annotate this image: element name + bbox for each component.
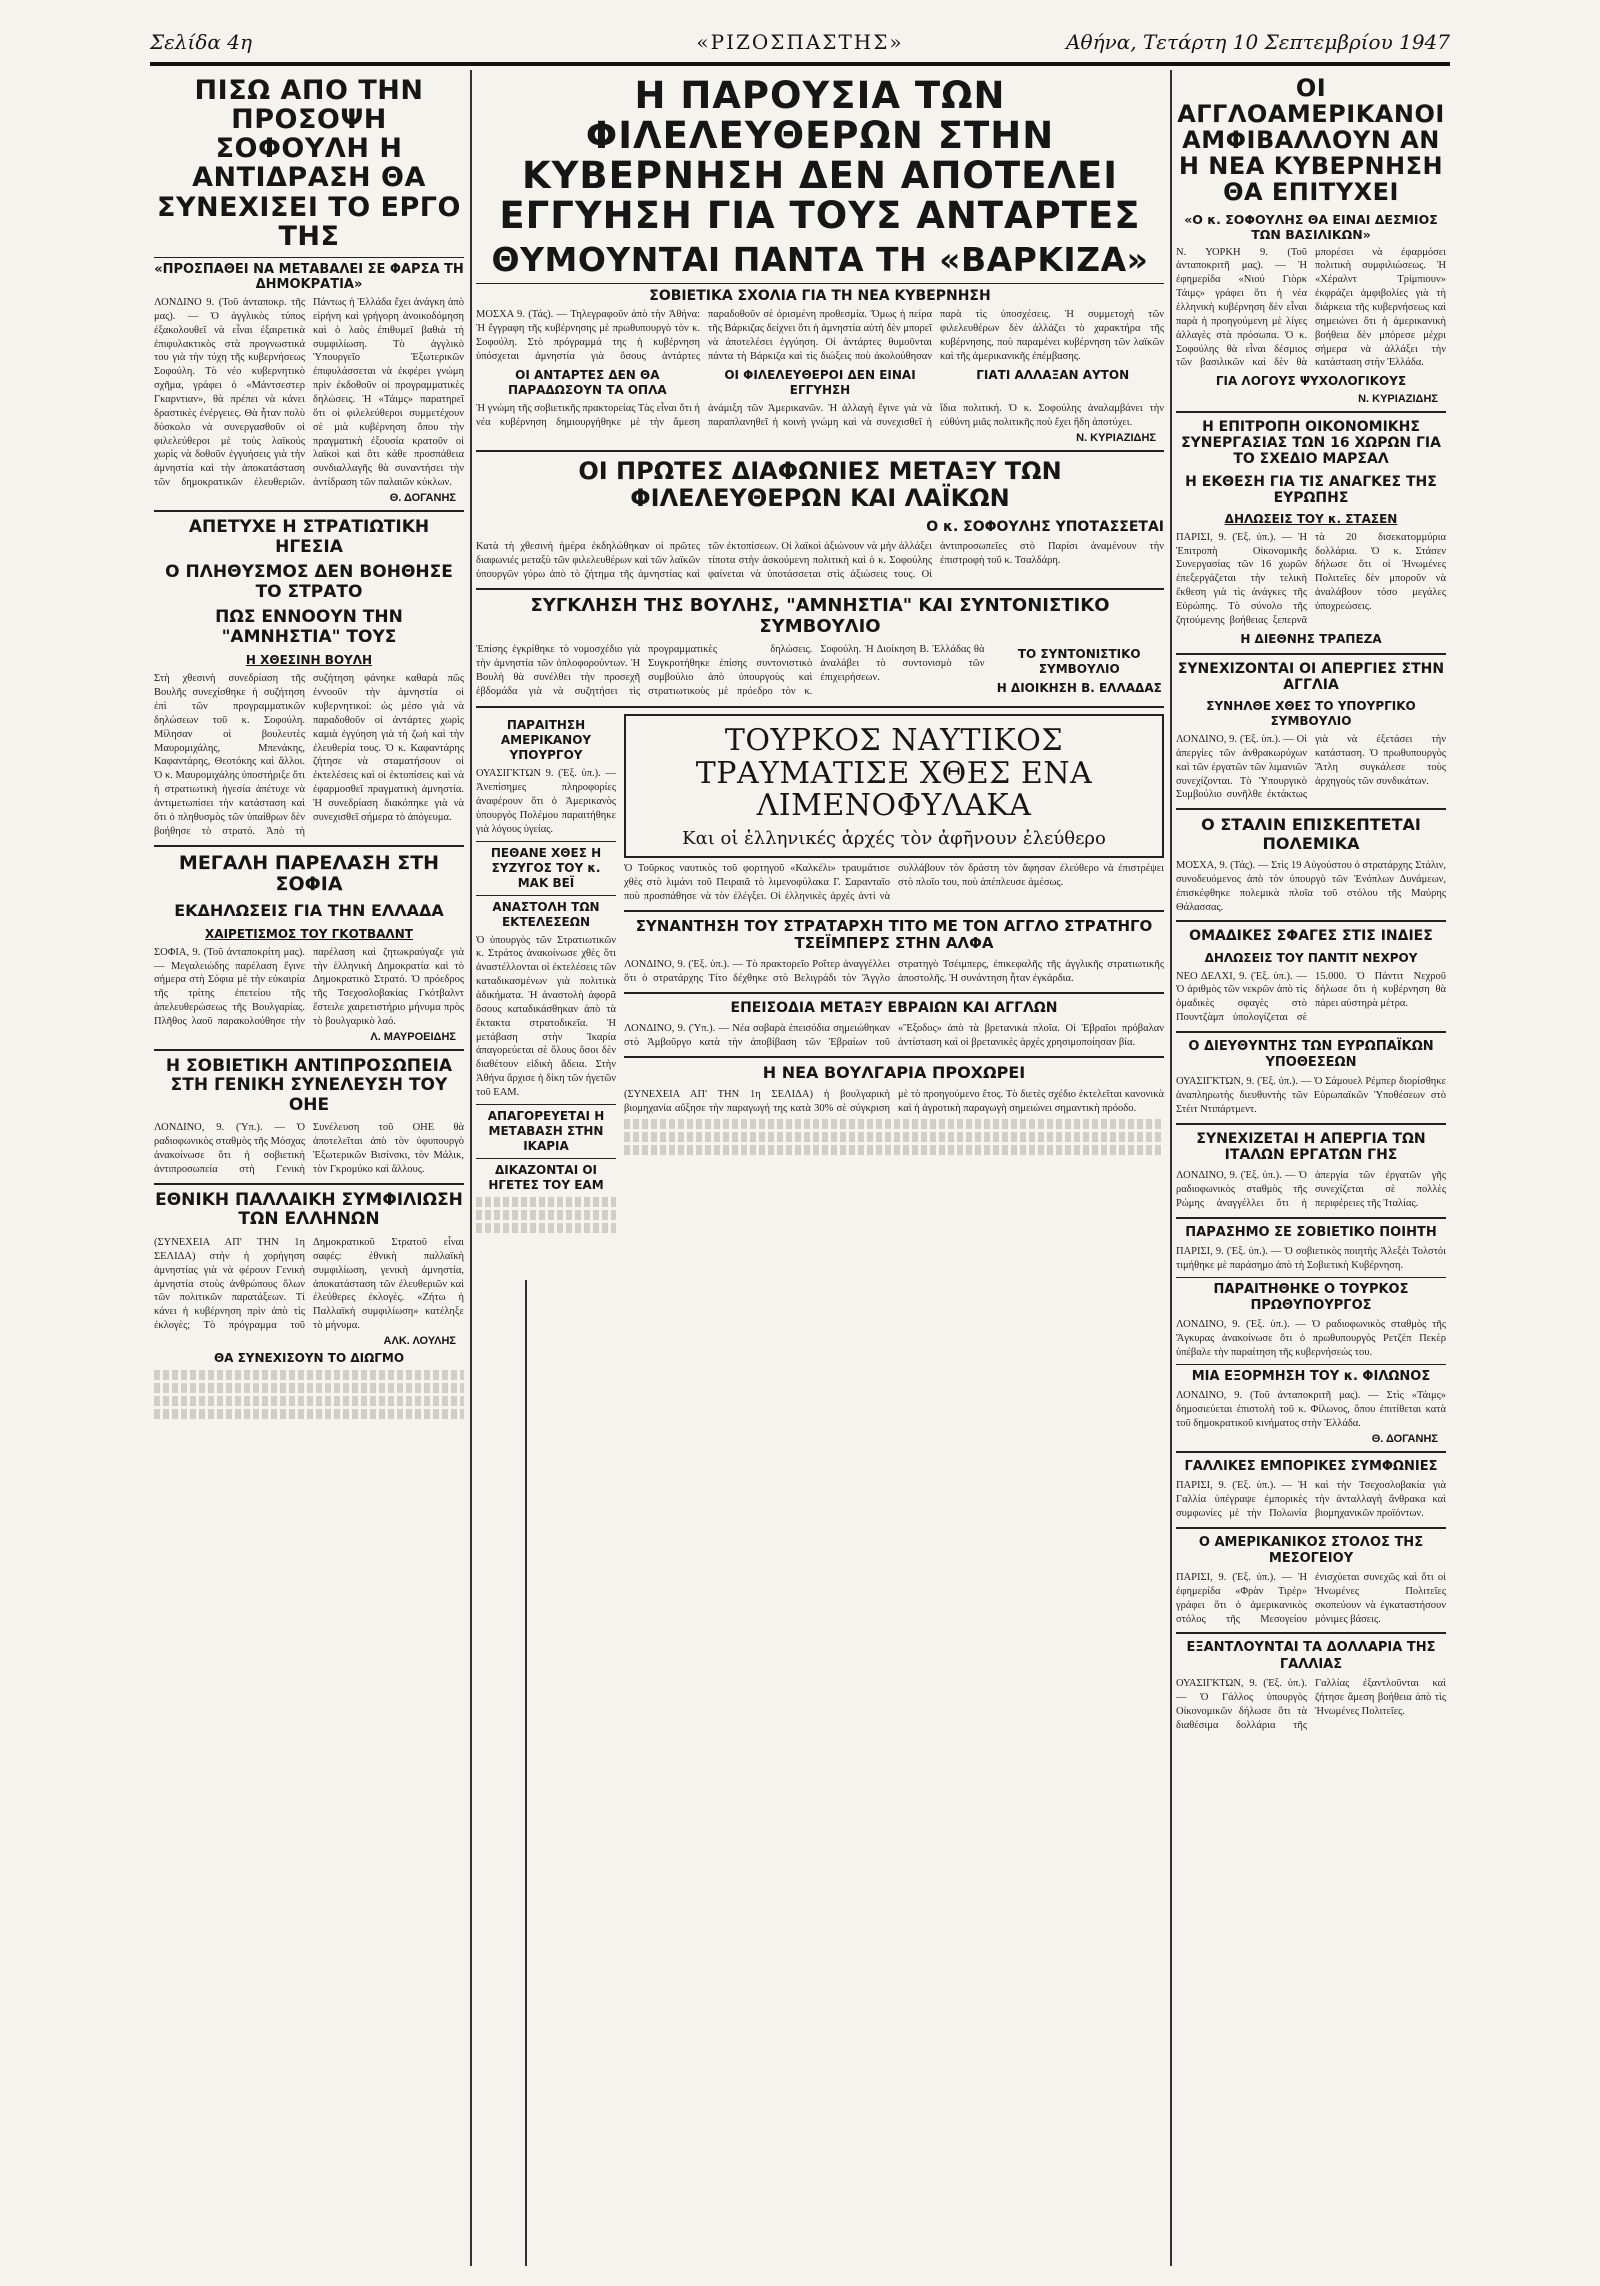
article-body: Στὴ χθεσινὴ συνεδρίαση τῆς Βουλῆς συνεχίσθηκε ἡ συζήτηση ἐπὶ τῶν προγραμματικῶν δηλώσεων τοῦ κ. Σοφούλη. Μίλησαν οἱ βουλευτὲς Μαυρομιχάλης, Μπενάκης, Καφαντάρης, Θεοτόκης καὶ ἄλλοι. Ὁ κ. Μαυρομιχάλης ὑποστήριξε ὅτι ἡ στρατιωτικὴ ἡγεσία ἀπέτυχε νὰ ἀντιμετωπίσει τὴν κατάσταση καὶ ὅτι ὁ πληθυσμὸς τῶν ὑπαίθρων δὲν βοήθησε τὸ στρατό. Ἀπὸ τὴ συζήτηση φάνηκε καθαρὰ πῶς ἐννοοῦν τὴν ἀμνηστία οἱ κυβερνητικοί: ὡς μέσο γιὰ νὰ παραδοθοῦν οἱ ἀντάρτες χωρὶς καμιὰ ἐγγύηση γιὰ τὴ ζωὴ καὶ τὴν ἐλευθερία τους. Ὁ κ. Καφαντάρης ζήτησε νὰ σταματήσουν οἱ ἐκτελέσεις καὶ οἱ ἐκτοπίσεις καὶ νὰ ἐφαρμοσθεῖ πραγματικὴ ἀμνηστία. Ἡ συνεδρίαση διακόπηκε γιὰ νὰ συνεχισθεῖ σήμερα τὸ ἀπόγευμα.	[154, 673, 464, 837]
headline: ΣΥΓΚΛΗΣΗ ΤΗΣ ΒΟΥΛΗΣ, "ΑΜΝΗΣΤΙΑ" ΚΑΙ ΣΥΝΤΟΝΙΣΤΙΚΟ ΣΥΜΒΟΥΛΙΟ	[530, 594, 1110, 637]
article-body: ΛΟΝΔΙΝΟ, 9. (Ὑπ.). — Ὁ ραδιοφωνικὸς σταθμὸς τῆς Μόσχας ἀνακοίνωσε ὅτι ἡ σοβιετικὴ ἀντιπροσωπεία στὴ Γενικὴ Συνέλευση τοῦ ΟΗΕ θὰ ἀποτελεῖται ἀπὸ τὸν ὑφυπουργὸ Ἐξωτερικῶν Βισίνσκι, τὸν Μάλικ, τὸν Γκρομύκο καὶ ἄλλους.	[154, 1122, 464, 1176]
headline: ΔΙΚΑΖΟΝΤΑΙ ΟΙ ΗΓΕΤΕΣ ΤΟΥ ΕΑΜ	[488, 1162, 604, 1192]
article-body: ΟΥΑΣΙΓΚΤΩΝ, 9. (Ἐξ. ὑπ.). — Ὁ Σάμουελ Ρέμπερ διορίσθηκε ἀναπληρωτὴς διευθυντὴς τῶν Εὐρωπαϊκῶν Ὑποθέσεων στὸ Στέιτ Ντιπάρτμεντ.	[1176, 1076, 1446, 1116]
article-body: (ΣΥΝΕΧΕΙΑ ΑΠ' ΤΗΝ 1η ΣΕΛΙΔΑ) στὴν ἡ χορήγηση ἀμνηστίας γιὰ νὰ φέρουν Γενικὴ ἀμνηστία στοὺς ἀνθρώπους ὅλων τῶν πολιτικῶν παρατάξεων. Τί κάνει ἡ κυβέρνηση πρὶν ἀπὸ τὶς ἐκλογὲς; Τὸ πρόγραμμα τοῦ Δημοκρατικοῦ Στρατοῦ εἶναι σαφές: ἐθνικὴ παλλαϊκὴ συμφιλίωση, γενικὴ ἀμνηστία, ἀποκατάσταση τῶν ἐλευθεριῶν καὶ ἐλεύθερες ἐκλογὲς. «Ζήτω ἡ Παλλαϊκὴ συμφιλίωση» κατέληξε τὸ μήνυμα.	[154, 1236, 464, 1332]
byline: ΑΛΚ. ΛΟΥΛΗΣ	[383, 1334, 456, 1347]
text-filler	[154, 1396, 464, 1406]
article-body: Ν. ΥΟΡΚΗ 9. (Τοῦ ἀνταποκριτῆ μας). — Ἡ ἐφημερίδα «Νιού Γιὸρκ Τάιμς» γράφει ὅτι ἡ νέα ἑλληνικὴ κυβέρνηση δὲν εἶναι παρὰ ἡ προηγούμενη μὲ λίγες ἀλλαγὲς στὰ πρόσωπα. Ὁ κ. Σοφούλης θὰ εἶναι δέσμιος τῶν βασιλικῶν καὶ δὲν θὰ μπορέσει νὰ ἐφαρμόσει πολιτικὴ συμφιλιώσεως. Ἡ «Χέραλντ Τρίμπιουν» ἐκφράζει ἀμφιβολίες γιὰ τὴ διάρκεια τῆς κυβερνήσεως καὶ σημειώνει ὅτι ἡ ἀμερικανικὴ βοήθεια δὲν μπόρεσε μέχρι σήμερα νὰ ἀλλάξει τὴν κατάσταση στὴν Ἑλλάδα.	[1176, 246, 1446, 369]
article-body: Ἐπίσης ἐγκρίθηκε τὸ νομοσχέδιο γιὰ τὴν ἀμνηστία τῶν ὁπλοφορούντων. Ἡ Βουλὴ θὰ συνέλθει τὴν προσεχῆ ἑβδομάδα γιὰ νὰ συζητήσει τὶς προγραμματικὲς δηλώσεις. Συγκροτήθηκε ἐπίσης συντονιστικὸ συμβούλιο ἀπὸ ὑπουργοὺς καὶ στρατιωτικοὺς μὲ πρόεδρο τὸν κ. Σοφούλη. Ἡ Διοίκηση Β. Ἑλλάδας θὰ ἀναλάβει τὸ συντονισμὸ τῶν ἐπιχειρήσεων.	[476, 644, 985, 697]
article-body: Κατὰ τὴ χθεσινὴ ἡμέρα ἐκδηλώθηκαν οἱ πρῶτες διαφωνιές μεταξὺ τῶν φιλελευθέρων καὶ τῶν λαϊκῶν ὑπουργῶν γύρω ἀπὸ τὸ ζήτημα τῆς ἀμνηστίας καὶ τῶν ἐκτοπίσεων. Οἱ λαϊκοὶ ἀξιώνουν νὰ μὴν ἀλλάξει τίποτα στὴν ἀσκούμενη πολιτικὴ καὶ ὁ κ. Σοφούλης φαίνεται νὰ ὑποτάσσεται στὶς ἀξιώσεις τους. Οἱ ἀντιπροσωπεῖες στὸ Παρίσι ἀναμένουν τὴν ἐπιστροφὴ τοῦ κ. Τσαλδάρη.	[476, 541, 1164, 580]
divider	[1176, 411, 1446, 413]
headline: ΣΥΝΕΧΙΖΟΝΤΑΙ ΟΙ ΑΠΕΡΓΙΕΣ ΣΤΗΝ ΑΓΓΛΙΑ	[1177, 660, 1445, 693]
headline: Ο ΠΛΗΘΥΣΜΟΣ ΔΕΝ ΒΟΗΘΗΣΕ ΤΟ ΣΤΡΑΤΟ	[165, 562, 453, 602]
divider	[1176, 653, 1446, 655]
subheadline: ΧΑΙΡΕΤΙΣΜΟΣ ΤΟΥ ΓΚΟΤΒΑΛΝΤ	[205, 926, 413, 941]
text-filler	[154, 1409, 464, 1419]
text-filler	[154, 1370, 464, 1380]
divider	[1176, 1364, 1446, 1365]
page-number: Σελίδα 4η	[150, 30, 253, 54]
article-body: ΠΑΡΙΣΙ, 9. (Ἐξ. ὑπ.). — Ἡ Ἐπιτροπὴ Οἰκονομικῆς Συνεργασίας τῶν 16 χωρῶν ἐπεξεργάζεται τὴν τελικὴ ἔκθεση γιὰ τὶς ἀνάγκες τῆς Εὐρώπης. Τὸ σύνολο τῆς ζητούμενης βοήθειας ξεπερνᾶ τὰ 20 δισεκατομμύρια δολλάρια. Ὁ κ. Στάσεν δήλωσε ὅτι οἱ Ἡνωμένες Πολιτεῖες δὲν μποροῦν νὰ ἀναλάβουν τόσο μεγάλες ὑποχρεώσεις.	[1176, 531, 1446, 626]
headline: ΠΑΡΑΙΤΗΘΗΚΕ Ο ΤΟΥΡΚΟΣ ΠΡΩΘΥΠΟΥΡΓΟΣ	[1213, 1281, 1409, 1314]
subheadline: «Ο κ. ΣΟΦΟΥΛΗΣ ΘΑ ΕΙΝΑΙ ΔΕΣΜΙΟΣ ΤΩΝ ΒΑΣΙΛΙΚΩΝ»	[1184, 211, 1438, 242]
byline: Θ. ΔΟΓΑΝΗΣ	[1371, 1432, 1438, 1445]
byline: Λ. ΜΑΥΡΟΕΙΔΗΣ	[370, 1030, 456, 1043]
subheadline: ΔΗΛΩΣΕΙΣ ΤΟΥ κ. ΣΤΑΣΕΝ	[1224, 511, 1398, 526]
subheadline: ΓΙΑ ΛΟΓΟΥΣ ΨΥΧΟΛΟΓΙΚΟΥΣ	[1215, 374, 1407, 389]
headline: ΑΝΑΣΤΟΛΗ ΤΩΝ ΕΚΤΕΛΕΣΕΩΝ	[492, 899, 600, 929]
divider	[1176, 1632, 1446, 1634]
divider	[476, 706, 1164, 708]
article-body: ΛΟΝΔΙΝΟ, 9. (Ἐξ. ὑπ.). — Ὁ ραδιοφωνικὸς σταθμὸς τῆς Ἄγκυρας ἀνακοίνωσε ὅτι ὁ πρωθυπουργὸς Ρετζὲπ Πεκὲρ ὑπέβαλε τὴν παραίτηση τῆς κυβερνήσεώς του.	[1176, 1319, 1446, 1359]
article-body: ΟΥΑΣΙΓΚΤΩΝ, 9. (Ἐξ. ὑπ.). — Ὁ Γάλλος ὑπουργὸς Οἰκονομικῶν δήλωσε ὅτι τὰ διαθέσιμα δολλάρια τῆς Γαλλίας ἐξαντλοῦνται καὶ ζήτησε ἄμεση βοήθεια ἀπὸ τὶς Ἡνωμένες Πολιτεῖες.	[1176, 1677, 1446, 1731]
headline: Η ΝΕΑ ΒΟΥΛΓΑΡΙΑ ΠΡΟΧΩΡΕΙ	[762, 1063, 1026, 1083]
article-body: ΜΟΣΧΑ 9. (Τάς). — Τηλεγραφοῦν ἀπὸ τὴν Ἀθήνα: Ἡ ἔγγραφη τῆς κυβέρνησης μὲ πρωθυπουργὸ τὸν κ. Σοφούλη. Στὸ πρόγραμμά της ἡ κυβέρνηση ὑπόσχεται ἀμνηστία γιὰ ὅσους ἀντάρτες παραδοθοῦν σὲ ὁρισμένη προθεσμία. Ὅμως ἡ πείρα τῆς Βάρκιζας δείχνει ὅτι ἡ ἀμνηστία αὐτὴ δὲν μπορεῖ νὰ ἀποτελέσει ἐγγύηση. Οἱ ἀντάρτες θυμοῦνται πάντα τὴ Βάρκιζα καὶ τὶς διώξεις ποὺ ἀκολούθησαν παρὰ τὶς ὑποσχέσεις. Ἡ συμμετοχὴ τῶν φιλελευθέρων δὲν ἀλλάζει τὸ χαρακτήρα τῆς κυβέρνησης, ποὺ παραμένει κυβέρνηση τῶν λαϊκῶν καὶ τῆς ἀμερικανικῆς ἐπέμβασης.	[476, 309, 1164, 363]
divider	[1176, 920, 1446, 922]
text-filler	[624, 1132, 1164, 1142]
headline: ΠΑΡΑΙΤΗΣΗ ΑΜΕΡΙΚΑΝΟΥ ΥΠΟΥΡΓΟΥ	[500, 718, 592, 763]
headline: ΣΥΝΑΝΤΗΣΗ ΤΟΥ ΣΤΡΑΤΑΡΧΗ ΤΙΤΟ ΜΕ ΤΟΝ ΑΓΓΛΟ ΣΤΡΑΤΗΓΟ ΤΣΕΪΜΠΕΡΣ ΣΤΗΝ ΑΛΦΑ	[635, 916, 1153, 953]
headline: ΑΠΑΓΟΡΕΥΕΤΑΙ Η ΜΕΤΑΒΑΣΗ ΣΤΗΝ ΙΚΑΡΙΑ	[487, 1108, 605, 1153]
main-headline: ΠΙΣΩ ΑΠΟ ΤΗΝ ΠΡΟΣΟΨΗ ΣΟΦΟΥΛΗ Η ΑΝΤΙΔΡΑΣΗ ΘΑ ΣΥΝΕΧΙΣΕΙ ΤΟ ΕΡΓΟ ΤΗΣ	[157, 75, 461, 252]
headline: ΠΑΡΑΣΗΜΟ ΣΕ ΣΟΒΙΕΤΙΚΟ ΠΟΙΗΤΗ	[1185, 1224, 1437, 1240]
subheadline: ΣΥΝΗΛΘΕ ΧΘΕΣ ΤΟ ΥΠΟΥΡΓΙΚΟ ΣΥΜΒΟΥΛΙΟ	[1206, 698, 1416, 728]
article-body: ΛΟΝΔΙΝΟ, 9. (Ἐξ. ὑπ.). — Ὁ ραδιοφωνικὸς σταθμὸς τῆς Ρώμης ἀναγγέλλει ὅτι ἡ ἀπεργία τῶν ἐργατῶν γῆς συνεχίζεται σὲ πολλὲς περιφέρειες τῆς Ἰταλίας.	[1176, 1170, 1446, 1209]
divider	[476, 283, 1164, 284]
byline: Θ. ΔΟΓΑΝΗΣ	[389, 491, 456, 504]
issue-date: Αθήνα, Τετάρτη 10 Σεπτεμβρίου 1947	[1066, 30, 1450, 54]
masthead	[150, 26, 1450, 60]
byline: Ν. ΚΥΡΙΑΖΙΔΗΣ	[1076, 431, 1156, 444]
headline: Ο ΑΜΕΡΙΚΑΝΙΚΟΣ ΣΤΟΛΟΣ ΤΗΣ ΜΕΣΟΓΕΙΟΥ	[1198, 1534, 1424, 1566]
subheadline: ΟΙ ΦΙΛΕΛΕΥΘΕΡΟΙ ΔΕΝ ΕΙΝΑΙ ΕΓΓΥΗΣΗ	[724, 367, 916, 397]
subheadline: Και οἱ ἑλληνικές ἀρχές τὸν ἀφῆνουν ἐλεύθερο	[682, 828, 1106, 850]
article-body: ΜΟΣΧΑ, 9. (Τάς). — Στὶς 19 Αὐγούστου ὁ στρατάρχης Στάλιν, συνοδευόμενος ἀπὸ τὸν ὑπουργὸ τῶν Ἐνόπλων Δυνάμεων, ἐπισκέφθηκε πολεμικὰ πλοῖα τοῦ στόλου τῆς Μαύρης Θάλασσας.	[1176, 860, 1446, 913]
subheadline: «ΠΡΟΣΠΑΘΕΙ ΝΑ ΜΕΤΑΒΑΛΕΙ ΣΕ ΦΑΡΣΑ ΤΗ ΔΗΜΟΚΡΑΤΙΑ»	[154, 261, 464, 292]
headline: ΣΥΝΕΧΙΖΕΤΑΙ Η ΑΠΕΡΓΙΑ ΤΩΝ ΙΤΑΛΩΝ ΕΡΓΑΤΩΝ ΓΗΣ	[1196, 1131, 1426, 1164]
divider	[476, 450, 1164, 452]
text-filler	[624, 1119, 1164, 1129]
headline: Η ΕΚΘΕΣΗ ΓΙΑ ΤΙΣ ΑΝΑΓΚΕΣ ΤΗΣ ΕΥΡΩΠΗΣ	[1185, 473, 1437, 506]
right-column	[1172, 70, 1450, 2260]
article-body: ΛΟΝΔΙΝΟ 9. (Τοῦ ἀνταποκρ. τῆς μας). — Ὁ ἀγγλικὸς τύπος ἐξακολουθεῖ νὰ εἶναι ἐξαιρετικὰ ἐπιφυλακτικὸς στὰ προγνωστικά του γιὰ τὴν τύχη τῆς κυβερνήσεως Σοφούλη. Τὸ νέο κυβερνητικὸ σχῆμα, γράφει ὁ «Μάντσεστερ Γκαρντιαν», θὰ πρέπει νὰ κάνει δραστικὲς ἐνέργειες. Θὰ ἦταν πολὺ δύσκολο νὰ συνεργασθοῦν οἱ φιλελεύθεροι μὲ τοὺς λαϊκούς χωρὶς νὰ δοθοῦν ἐγγυήσεις γιὰ τὴν ἀμνηστία καὶ τὴν ἀποκατάσταση τῶν δημοκρατικῶν ἐλευθεριῶν. Πάντως ἡ Ἑλλάδα ἔχει ἀνάγκη ἀπὸ εἰρήνη καὶ γρήγορη ἀνοικοδόμηση καὶ ὁ λαὸς ἐπιθυμεῖ βαθιὰ τὴ συμφιλίωση. Τὸ ἀγγλικὸ Ὑπουργεῖο Ἐξωτερικῶν ἐπιφυλάσσεται νὰ ἐκφέρει γνώμη πρὶν ἐκδοθοῦν οἱ προγραμματικὲς δηλώσεις. Ἡ «Τάιμς» παρατηρεῖ ὅτι οἱ φιλελεύθεροι συμμετέχουν σὲ μιὰ κυβέρνηση ὅπου τὴν πραγματικὴ ἐξουσία κρατοῦν οἱ λαϊκοὶ καὶ ὅτι κάθε προσπάθεια συνδιαλλαγῆς θὰ συναντήσει τὴν ἀντίδραση τῶν παλαιῶν κύκλων.	[154, 296, 464, 489]
main-headline: Η ΠΑΡΟΥΣΙΑ ΤΩΝ ΦΙΛΕΛΕΥΘΕΡΩΝ ΣΤΗΝ ΚΥΒΕΡΝΗΣΗ ΔΕΝ ΑΠΟΤΕΛΕΙ ΕΓΓΥΗΣΗ ΓΙΑ ΤΟΥΣ ΑΝΤΑΡΤΕΣ	[499, 74, 1141, 237]
text-filler	[154, 1383, 464, 1393]
text-filler	[476, 1223, 616, 1233]
divider	[1176, 1451, 1446, 1453]
subheadline: ΣΟΒΙΕΤΙΚΑ ΣΧΟΛΙΑ ΓΙΑ ΤΗ ΝΕΑ ΚΥΒΕΡΝΗΣΗ	[649, 288, 991, 305]
text-filler	[624, 1145, 1164, 1155]
article-body: ΝΕΟ ΔΕΛΧΙ, 9. (Ἐξ. ὑπ.). — Ὁ ἀριθμὸς τῶν νεκρῶν ἀπὸ τὶς ὁμαδικὲς σφαγὲς στὸ Πουντζὰμπ ὑπολογίζεται σὲ 15.000. Ὁ Πάντιτ Νεχροῦ δήλωσε ὅτι ἡ κυβέρνηση θὰ πάρει αὐστηρὰ μέτρα.	[1176, 970, 1446, 1024]
divider	[476, 1158, 616, 1159]
article-body: ΣΟΦΙΑ, 9. (Τοῦ ἀνταποκρίτη μας). — Μεγαλειώδης παρέλαση ἔγινε σήμερα στὴ Σόφια μὲ τὴν εὐκαιρία τῆς τρίτης ἐπετείου τῆς ἀπελευθερώσεως τῆς Βουλγαρίας. Πλῆθος λαοῦ παρακολούθησε τὴν παρέλαση καὶ ζητωκραύγαζε γιὰ τὴν ἑλληνικὴ Δημοκρατία καὶ τὸ Δημοκρατικὸ Στρατό. Ὁ πρόεδρος τῆς Τσεχοσλοβακίας Γκότβαλντ ἔστειλε χαιρετιστήριο μήνυμα πρὸς τὸ βουλγαρικὸ λαό.	[154, 946, 464, 1027]
headline: ΜΕΓΑΛΗ ΠΑΡΕΛΑΣΗ ΣΤΗ ΣΟΦΙΑ	[178, 851, 440, 896]
byline: Ν. ΚΥΡΙΑΖΙΔΗΣ	[1358, 393, 1438, 406]
subheadline: ΓΙΑΤΙ ΑΛΛΑΞΑΝ ΑΥΤΟΝ	[976, 367, 1130, 382]
text-filler	[476, 1197, 616, 1207]
left-column	[150, 70, 468, 2260]
featured-story-box	[624, 714, 1164, 858]
subheadline: Η ΧΘΕΣΙΝΗ ΒΟΥΛΗ	[245, 653, 373, 668]
headline: ΜΙΑ ΕΞΟΡΜΗΣΗ ΤΟΥ κ. ΦΙΛΩΝΟΣ	[1191, 1368, 1431, 1384]
headline: ΑΠΕΤΥΧΕ Η ΣΤΡΑΤΙΩΤΙΚΗ ΗΓΕΣΙΑ	[188, 516, 430, 557]
article-body: ΛΟΝΔΙΝΟ, 9. (Τοῦ ἀνταποκριτῆ μας). — Στὶς «Τάιμς» δημοσιεύεται ἐπιστολὴ τοῦ κ. Φίλωνος, ὅπου ἐπιτίθεται κατὰ τοῦ δημοκρατικοῦ κινήματος στὴν Ἑλλάδα.	[1176, 1390, 1446, 1429]
headline: ΠΕΘΑΝΕ ΧΘΕΣ Η ΣΥΖΥΓΟΣ ΤΟΥ κ. ΜΑΚ ΒΕΪ	[490, 845, 602, 890]
article-body: ΛΟΝΔΙΝΟ, 9. (Ἐξ. ὑπ.). — Οἱ ἀπεργίες τῶν ἀνθρακωρύχων καὶ τῶν ἐργατῶν τῶν λιμανιῶν συνεχίζονται. Τὸ Ὑπουργικὸ Συμβούλιο συνῆλθε ἐκτάκτως γιὰ νὰ ἐξετάσει τὴν κατάσταση. Ὁ πρωθυπουργὸς Ἄτλη συγκάλεσε τοὺς ἀρχηγοὺς τῶν συνδικάτων.	[1176, 733, 1446, 801]
headline: ΟΙ ΠΡΩΤΕΣ ΔΙΑΦΩΝΙΕΣ ΜΕΤΑΞΥ ΤΩΝ ΦΙΛΕΛΕΥΘΕΡΩΝ ΚΑΙ ΛΑΪΚΩΝ	[578, 456, 1062, 513]
article-body: ΛΟΝΔΙΝΟ, 9. (Ὑπ.). — Νέα σοβαρὰ ἐπεισόδια σημειώθηκαν στὸ Ἀμβοῦργο κατὰ τὴν ἀποβίβαση τῶν Ἑβραίων τοῦ «Ἔξοδος» ἀπὸ τὰ βρετανικὰ πλοῖα. Οἱ Ἑβραῖοι πρόβαλαν ἀντίσταση καὶ οἱ βρετανικὲς ἀρχές χρησιμοποίησαν βία.	[624, 1023, 1164, 1049]
divider	[1176, 1217, 1446, 1219]
divider	[1176, 1031, 1446, 1033]
masthead-rule	[150, 62, 1450, 66]
article-body: Ὁ ὑπουργὸς τῶν Στρατιωτικῶν κ. Στράτος ἀνακοίνωσε χθὲς ὅτι ἀναστέλλονται οἱ ἐκτελέσεις τῶν καταδικασμένων γιὰ πολιτικὰ ἀδικήματα. Ἡ ἀναστολὴ ἀφορᾶ ὅσους καταδικάσθηκαν ἀπὸ τὰ ἔκτακτα στρατοδικεῖα. Ἡ μετάβαση στὴν Ἰκαρία ἀπαγορεύεται σὲ ὅλους ὅσοι δὲν διαθέτουν εἰδικὴ ἄδεια. Στὴν Ἀθήνα ἄρχισε ἡ δίκη τῶν ἡγετῶν τοῦ ΕΑΜ.	[476, 934, 616, 1098]
headline: Η ΣΟΒΙΕΤΙΚΗ ΑΝΤΙΠΡΟΣΩΠΕΙΑ ΣΤΗ ΓΕΝΙΚΗ ΣΥΝΕΛΕΥΣΗ ΤΟΥ ΟΗΕ	[165, 1055, 453, 1115]
article-body: ΠΑΡΙΣΙ, 9. (Ἐξ. ὑπ.). — Ὁ σοβιετικὸς ποιητὴς Ἀλεξέι Τολστόι τιμήθηκε μὲ παράσημο ἀπὸ τὴ Σοβιετικὴ Κυβέρνηση.	[1176, 1246, 1446, 1271]
headline: ΟΜΑΔΙΚΕΣ ΣΦΑΓΕΣ ΣΤΙΣ ΙΝΔΙΕΣ	[1189, 928, 1433, 945]
headline: Ο ΔΙΕΥΘΥΝΤΗΣ ΤΩΝ ΕΥΡΩΠΑΪΚΩΝ ΥΠΟΘΕΣΕΩΝ	[1188, 1038, 1434, 1071]
headline: ΕΚΔΗΛΩΣΕΙΣ ΓΙΑ ΤΗΝ ΕΛΛΑΔΑ	[174, 901, 444, 921]
subheadline: ΤΟ ΣΥΝΤΟΝΙΣΤΙΚΟ ΣΥΜΒΟΥΛΙΟ	[1017, 647, 1141, 677]
divider	[476, 841, 616, 842]
divider	[1176, 1277, 1446, 1278]
divider	[624, 992, 1164, 994]
article-body: ΟΥΑΣΙΓΚΤΩΝ 9. (Ἐξ. ὑπ.). — Ἀνεπίσημες πληροφορίες ἀναφέρουν ὅτι ὁ Ἀμερικανὸς ὑπουργὸς Πολέμου παραιτήθηκε γιὰ λόγους ὑγείας.	[476, 768, 616, 835]
article-body: Ὁ Τοῦρκος ναυτικὸς τοῦ φορτηγοῦ «Καλκέλι» τραυμάτισε χθὲς στὸ λιμάνι τοῦ Πειραιᾶ τὸ λιμενοφύλακα Γ. Σαρανταῖο ποὺ προσπάθησε νὰ τὸν ἐλέγξει. Οἱ ἑλληνικὲς ἀρχές ἀντὶ νὰ συλλάβουν τὸν δράστη τὸν ἄφησαν ἐλεύθερο νὰ ἐπιστρέψει στὸ πλοῖο του, ποὺ ἀπέπλευσε ἀμέσως.	[624, 863, 1164, 903]
article-body: ΠΑΡΙΣΙ, 9. (Ἐξ. ὑπ.). — Ἡ ἐφημερίδα «Φρὰν Τιρὲρ» γράφει ὅτι ὁ ἀμερικανικὸς στόλος τῆς Μεσογείου ἐνισχύεται συνεχῶς καὶ ὅτι οἱ Ἡνωμένες Πολιτεῖες σκοπεύουν νὰ ἐγκαταστήσουν μόνιμες βάσεις.	[1176, 1572, 1446, 1625]
divider	[154, 510, 464, 512]
article-body: ΠΑΡΙΣΙ, 9. (Ἐξ. ὑπ.). — Ἡ Γαλλία ὑπέγραψε ἐμπορικὲς συμφωνίες μὲ τὴν Πολωνία καὶ τὴν Τσεχοσλοβακία γιὰ τὴν ἀνταλλαγὴ ἄνθρακα καὶ βιομηχανικῶν προϊόντων.	[1176, 1479, 1446, 1519]
main-headline: ΟΙ ΑΓΓΛΟΑΜΕΡΙΚΑΝΟΙ ΑΜΦΙΒΑΛΛΟΥΝ ΑΝ Η ΝΕΑ ΚΥΒΕΡΝΗΣΗ ΘΑ ΕΠΙΤΥΧΕΙ	[1177, 74, 1445, 206]
divider	[154, 1183, 464, 1185]
main-subheadline: ΘΥΜΟΥΝΤΑΙ ΠΑΝΤΑ ΤΗ «ΒΑΡΚΙΖΑ»	[491, 239, 1149, 279]
headline: Η ΕΠΙΤΡΟΠΗ ΟΙΚΟΝΟΜΙΚΗΣ ΣΥΝΕΡΓΑΣΙΑΣ ΤΩΝ 16 ΧΩΡΩΝ ΓΙΑ ΤΟ ΣΧΕΔΙΟ ΜΑΡΣΑΛ	[1181, 419, 1441, 468]
divider	[1176, 808, 1446, 810]
divider	[476, 895, 616, 896]
headline: ΕΠΕΙΣΟΔΙΑ ΜΕΤΑΞΥ ΕΒΡΑΙΩΝ ΚΑΙ ΑΓΓΛΩΝ	[730, 1000, 1058, 1017]
paper-name: «ΡΙΖΟΣΠΑΣΤΗΣ»	[696, 30, 904, 54]
divider	[476, 588, 1164, 590]
center-column	[472, 70, 1168, 2260]
subheadline: ΘΑ ΣΥΝΕΧΙΣΟΥΝ ΤΟ ΔΙΩΓΜΟ	[213, 1350, 405, 1365]
article-body: (ΣΥΝΕΧΕΙΑ ΑΠ' ΤΗΝ 1η ΣΕΛΙΔΑ) ἡ βουλγαρικὴ βιομηχανία αὔξησε τὴν παραγωγή της κατὰ 30% σὲ σύγκριση μὲ τὸ προηγούμενο ἔτος. Τὸ διετὲς σχέδιο ἐκτελεῖται κανονικὰ καὶ ἡ ἀγροτικὴ παραγωγὴ σημειώνει σημαντικὴ πρόοδο.	[624, 1089, 1164, 1115]
divider	[154, 1049, 464, 1051]
divider	[476, 1104, 616, 1105]
headline: ΠΩΣ ΕΝΝΟΟΥΝ ΤΗΝ "ΑΜΝΗΣΤΙΑ" ΤΟΥΣ	[215, 607, 403, 647]
subheadline: Η ΔΙΕΘΝΗΣ ΤΡΑΠΕΖΑ	[1240, 631, 1382, 646]
text-filler	[476, 1210, 616, 1220]
headline: ΕΘΝΙΚΗ ΠΑΛΛΑΙΚΗ ΣΥΜΦΙΛΙΩΣΗ ΤΩΝ ΕΛΛΗΝΩΝ	[155, 1189, 463, 1230]
divider	[624, 910, 1164, 912]
divider	[154, 845, 464, 847]
article-body: ΛΟΝΔΙΝΟ, 9. (Ἐξ. ὑπ.). — Τὸ πρακτορεῖο Ροΐτερ ἀναγγέλλει ὅτι ὁ στρατάρχης Τίτο δέχθηκε στὸ Βελιγράδι τὸν Ἄγγλο στρατηγὸ Τσέιμπερς, ἐπικεφαλῆς τῆς ἀγγλικῆς στρατιωτικῆς ἀποστολῆς. Ἡ συνάντηση ἦταν ἐγκάρδια.	[624, 959, 1164, 985]
article-body: Ἡ γνώμη τῆς σοβιετικῆς πρακτορείας Τὰς εἶναι ὅτι ἡ νέα κυβέρνηση δημιουργήθηκε μὲ τὴν ἄμεση ἀνάμιξη τῶν Ἀμερικανῶν. Ἡ ἀλλαγὴ ἔγινε γιὰ νὰ παραπλανηθεῖ ἡ κοινὴ γνώμη καὶ νὰ συνεχισθεῖ ἡ ἴδια πολιτική. Ὁ κ. Σοφούλης ἀναλαμβάνει τὴν εὐθύνη μιᾶς πολιτικῆς ποὺ ἔχει ἤδη ἀποτύχει.	[476, 402, 1164, 428]
headline: ΕΞΑΝΤΛΟΥΝΤΑΙ ΤΑ ΔΟΛΛΑΡΙΑ ΤΗΣ ΓΑΛΛΙΑΣ	[1186, 1640, 1436, 1672]
subheadline: Ο κ. ΣΟΦΟΥΛΗΣ ΥΠΟΤΑΣΣΕΤΑΙ	[926, 518, 1164, 535]
divider	[624, 1056, 1164, 1058]
divider	[1176, 1123, 1446, 1125]
divider	[154, 257, 464, 258]
subheadline: ΔΗΛΩΣΕΙΣ ΤΟΥ ΠΑΝΤΙΤ ΝΕΧΡΟΥ	[1204, 950, 1418, 965]
headline: ΤΟΥΡΚΟΣ ΝΑΥΤΙΚΟΣ ΤΡΑΥΜΑΤΙΣΕ ΧΘΕΣ ΕΝΑ ΛΙΜΕΝΟΦΥΛΑΚΑ	[695, 723, 1093, 824]
subheadline: ΟΙ ΑΝΤΑΡΤΕΣ ΔΕΝ ΘΑ ΠΑΡΑΔΩΣΟΥΝ ΤΑ ΟΠΛΑ	[507, 367, 667, 397]
news-briefs	[476, 714, 616, 1236]
subheadline: Η ΔΙΟΙΚΗΣΗ Β. ΕΛΛΑΔΑΣ	[996, 681, 1162, 696]
headline: ΓΑΛΛΙΚΕΣ ΕΜΠΟΡΙΚΕΣ ΣΥΜΦΩΝΙΕΣ	[1184, 1458, 1438, 1474]
headline: Ο ΣΤΑΛΙΝ ΕΠΙΣΚΕΠΤΕΤΑΙ ΠΟΛΕΜΙΚΑ	[1201, 815, 1421, 853]
divider	[1176, 1527, 1446, 1529]
